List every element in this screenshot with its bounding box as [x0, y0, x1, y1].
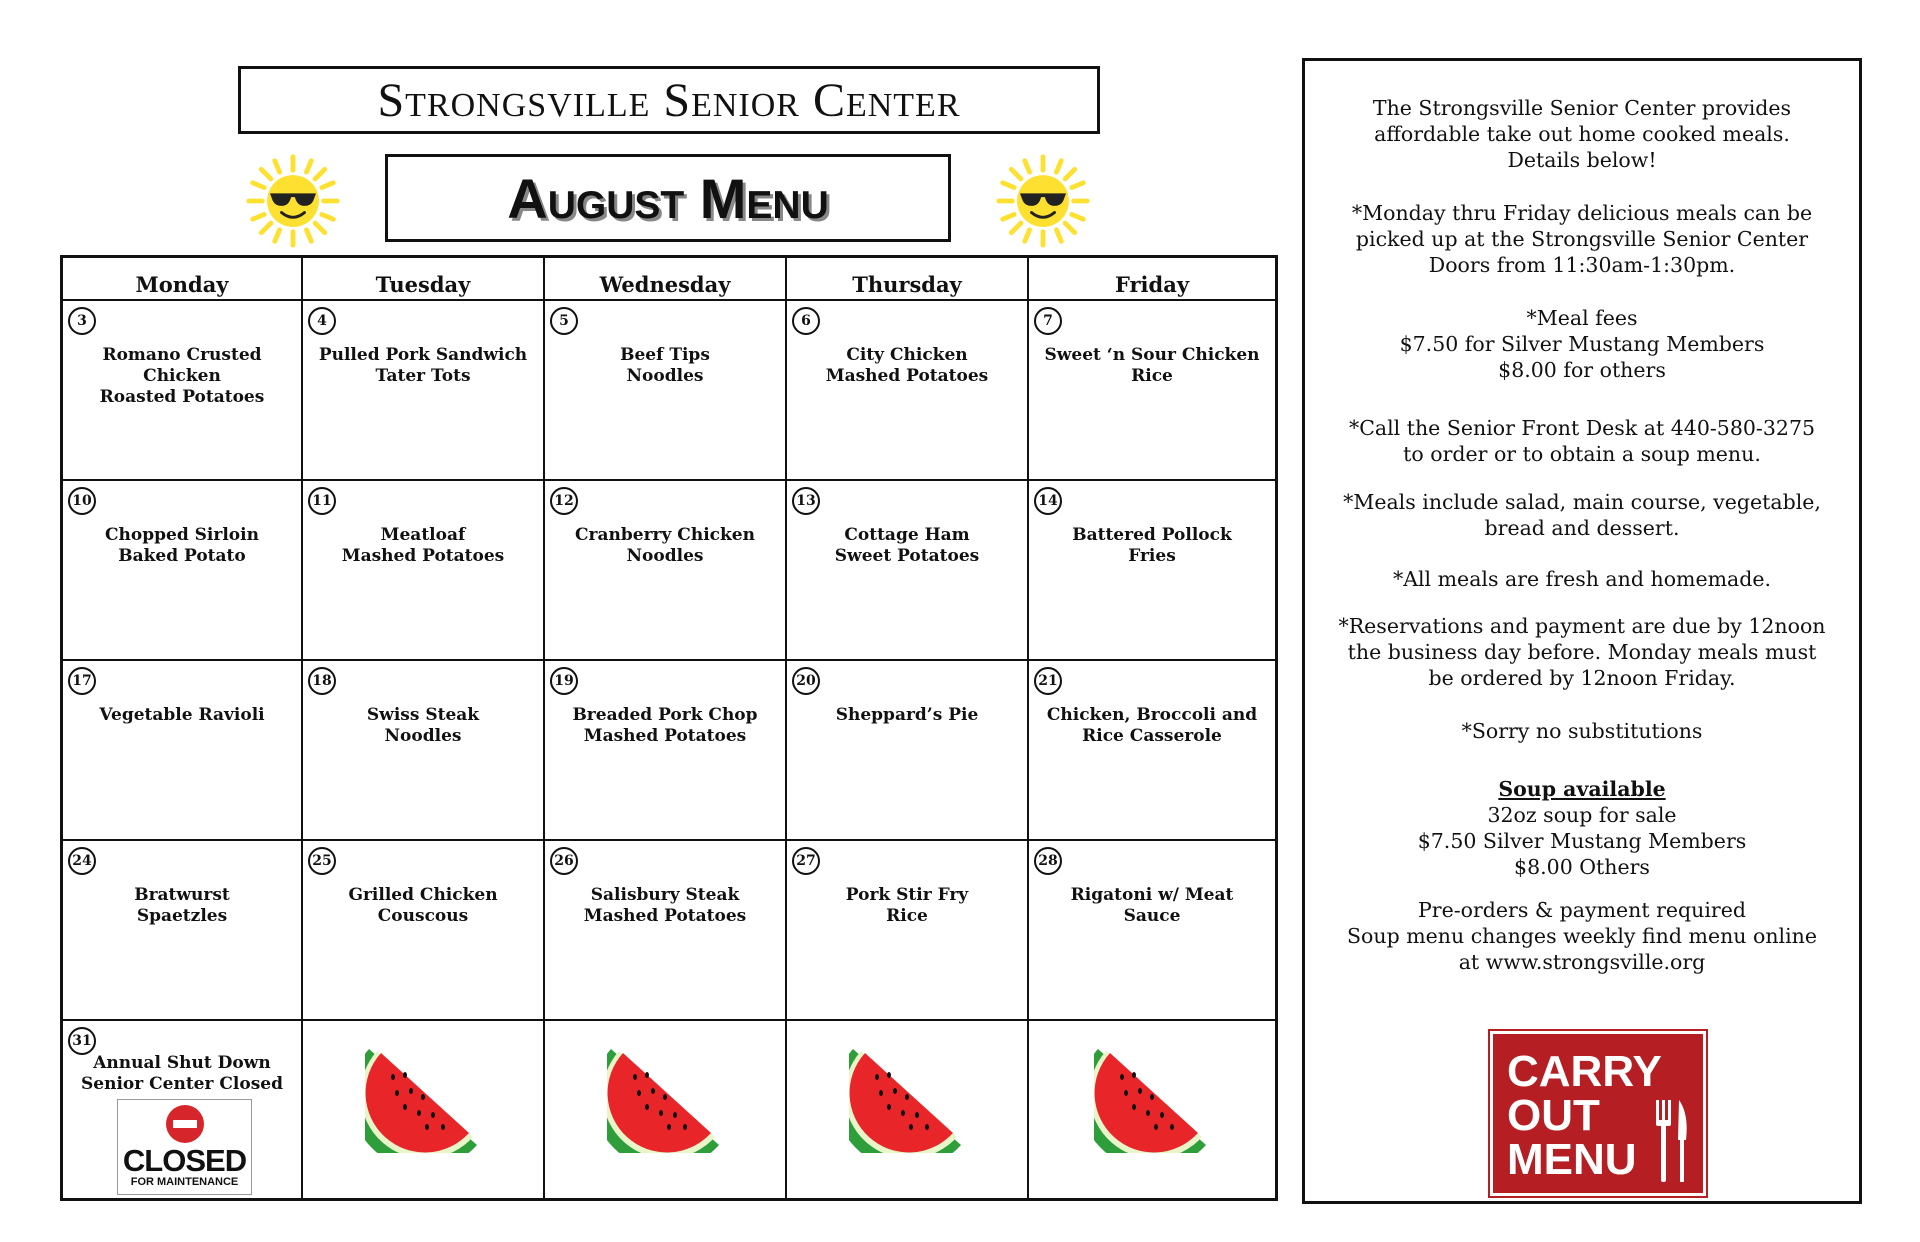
date-number: 28 — [1034, 847, 1062, 875]
meal-line: Chicken — [143, 366, 221, 386]
meal-line: Rice — [1131, 366, 1173, 386]
date-number: 19 — [550, 667, 578, 695]
meal-line: Sweet ‘n Sour Chicken — [1044, 345, 1260, 365]
meal-text — [795, 885, 1019, 927]
date-number: 4 — [308, 307, 336, 335]
meal-line: Fries — [1128, 546, 1176, 566]
day-cell — [545, 661, 787, 841]
meal-line: Cranberry Chicken — [575, 525, 755, 545]
meal-text — [1037, 885, 1267, 927]
meal-line: City Chicken — [846, 345, 968, 365]
watermelon-icon — [1094, 1041, 1210, 1157]
fresh-text: *All meals are fresh and homemade. — [1392, 567, 1772, 591]
meal-text — [311, 345, 535, 387]
date-number: 24 — [68, 847, 96, 875]
meal-line: Sheppard’s Pie — [835, 705, 979, 725]
meal-line: Bratwurst — [134, 885, 230, 905]
date-number: 6 — [792, 307, 820, 335]
day-cell — [303, 661, 545, 841]
includes-text: *Meals include salad, main course, vegetable, bread and dessert. — [1343, 490, 1821, 540]
meal-text — [553, 705, 777, 747]
date-number: 25 — [308, 847, 336, 875]
meal-text — [311, 885, 535, 927]
meal-line: Salisbury Steak — [590, 885, 740, 905]
meal-line: Baked Potato — [118, 546, 246, 566]
day-header: Thursday — [787, 258, 1029, 301]
date-number: 31 — [68, 1027, 96, 1055]
date-number: 3 — [68, 307, 96, 335]
date-number: 10 — [68, 487, 96, 515]
date-number: 27 — [792, 847, 820, 875]
reservations-text: *Reservations and payment are due by 12noon the business day before. Monday meals must be ordered by 12noon Friday. — [1338, 614, 1826, 690]
meal-text — [1037, 525, 1267, 567]
meal-line: Annual Shut Down — [93, 1053, 271, 1073]
date-number: 26 — [550, 847, 578, 875]
info-panel — [1302, 58, 1862, 1204]
meal-line: Sauce — [1123, 906, 1181, 926]
meal-text — [71, 345, 293, 408]
meal-line: Senior Center Closed — [81, 1074, 283, 1094]
meal-text — [1037, 705, 1267, 747]
menu-calendar — [60, 255, 1278, 1201]
sorry-text: *Sorry no substitutions — [1461, 719, 1703, 743]
meal-text — [553, 885, 777, 927]
day-cell — [545, 481, 787, 661]
meal-line: Beef Tips — [620, 345, 710, 365]
meal-line: Battered Pollock — [1072, 525, 1232, 545]
meal-text — [553, 525, 777, 567]
day-header: Wednesday — [545, 258, 787, 301]
watermelon-cell — [787, 1021, 1029, 1198]
center-title: Strongsville Senior Center — [377, 73, 961, 127]
intro-text: The Strongsville Senior Center provides affordable take out home cooked meals. Details below! — [1372, 96, 1792, 172]
meal-line: Pulled Pork Sandwich — [318, 345, 528, 365]
center-title-box — [238, 66, 1100, 134]
meal-line: Noodles — [626, 366, 704, 386]
day-header: Monday — [63, 258, 303, 301]
day-header: Friday — [1029, 258, 1275, 301]
meal-text — [553, 345, 777, 387]
date-number: 17 — [68, 667, 96, 695]
watermelon-cell — [303, 1021, 545, 1198]
meal-line: Meatloaf — [380, 525, 466, 545]
date-number: 12 — [550, 487, 578, 515]
meal-line: Mashed Potatoes — [583, 726, 747, 746]
day-cell — [63, 661, 303, 841]
sun-sunglasses-icon — [995, 153, 1091, 249]
day-cell — [1029, 841, 1275, 1021]
meal-line: Rice — [886, 906, 928, 926]
closed-word: CLOSED — [122, 1143, 247, 1178]
day-cell — [63, 841, 303, 1021]
meal-line: Rice Casserole — [1082, 726, 1222, 746]
day-cell — [1029, 301, 1275, 481]
preorder-text: Pre-orders & payment required Soup menu changes weekly find menu online at www.strongsville.org — [1346, 898, 1817, 974]
meal-line: Spaetzles — [136, 906, 228, 926]
meal-text — [311, 705, 535, 747]
pickup-text: *Monday thru Friday delicious meals can be picked up at the Strongsville Senior Center Doors from 11:30am-1:30pm. — [1351, 201, 1813, 277]
day-header: Tuesday — [303, 258, 545, 301]
date-number: 11 — [308, 487, 336, 515]
day-cell — [787, 301, 1029, 481]
meal-line: Cottage Ham — [844, 525, 970, 545]
date-number: 14 — [1034, 487, 1062, 515]
closed-subtext: FOR MAINTENANCE — [130, 1176, 239, 1188]
meal-line: Couscous — [377, 906, 469, 926]
date-number: 5 — [550, 307, 578, 335]
meal-line: Chicken, Broccoli and — [1046, 705, 1258, 725]
meal-line: Chopped Sirloin — [105, 525, 259, 545]
date-number: 21 — [1034, 667, 1062, 695]
meal-line: Breaded Pork Chop — [572, 705, 758, 725]
meal-line: Mashed Potatoes — [583, 906, 747, 926]
meal-line: Romano Crusted — [102, 345, 262, 365]
meal-line: Tater Tots — [375, 366, 471, 386]
day-cell — [787, 661, 1029, 841]
watermelon-icon — [607, 1041, 723, 1157]
watermelon-cell — [545, 1021, 787, 1198]
soup-text: Soup available 32oz soup for sale $7.50 Silver Mustang Members $8.00 Others — [1305, 776, 1859, 880]
meal-text — [795, 345, 1019, 387]
menu-title: August Menu — [507, 166, 829, 230]
meal-line: Noodles — [384, 726, 462, 746]
meal-line: Mashed Potatoes — [825, 366, 989, 386]
watermelon-icon — [849, 1041, 965, 1157]
day-cell — [303, 481, 545, 661]
closed-sign — [117, 1099, 252, 1195]
meal-text — [795, 525, 1019, 567]
day-cell — [303, 841, 545, 1021]
menu-title-box — [385, 154, 951, 242]
sun-sunglasses-icon — [245, 153, 341, 249]
meal-text — [71, 885, 293, 927]
day-cell — [63, 301, 303, 481]
date-number: 13 — [792, 487, 820, 515]
meal-text — [71, 525, 293, 567]
carry-out-menu-logo: CARRY OUT MENU — [1490, 1031, 1706, 1196]
watermelon-cell — [1029, 1021, 1275, 1198]
date-number: 7 — [1034, 307, 1062, 335]
fork-knife-icon — [1653, 1100, 1691, 1184]
meal-line: Roasted Potatoes — [99, 387, 265, 407]
day-cell — [787, 481, 1029, 661]
meal-line: Vegetable Ravioli — [99, 705, 265, 725]
meal-line: Mashed Potatoes — [341, 546, 505, 566]
date-number: 20 — [792, 667, 820, 695]
day-cell — [1029, 661, 1275, 841]
fees-text: *Meal fees $7.50 for Silver Mustang Members $8.00 for others — [1399, 306, 1765, 382]
meal-text — [795, 705, 1019, 726]
day-cell — [63, 481, 303, 661]
meal-text — [311, 525, 535, 567]
soup-heading: Soup available — [1498, 777, 1666, 801]
day-cell — [303, 301, 545, 481]
day-cell — [1029, 481, 1275, 661]
meal-text — [71, 1053, 293, 1095]
meal-text — [71, 705, 293, 726]
day-cell — [545, 841, 787, 1021]
day-cell — [545, 301, 787, 481]
date-number: 18 — [308, 667, 336, 695]
no-entry-icon — [165, 1104, 205, 1144]
meal-line: Grilled Chicken — [348, 885, 498, 905]
meal-line: Noodles — [626, 546, 704, 566]
meal-line: Rigatoni w/ Meat — [1070, 885, 1234, 905]
meal-text — [1037, 345, 1267, 387]
meal-line: Pork Stir Fry — [845, 885, 969, 905]
day-cell — [63, 1021, 303, 1198]
day-cell — [787, 841, 1029, 1021]
meal-line: Sweet Potatoes — [834, 546, 980, 566]
watermelon-icon — [365, 1041, 481, 1157]
meal-line: Swiss Steak — [366, 705, 480, 725]
call-text: *Call the Senior Front Desk at 440-580-3275 to order or to obtain a soup menu. — [1348, 416, 1816, 466]
